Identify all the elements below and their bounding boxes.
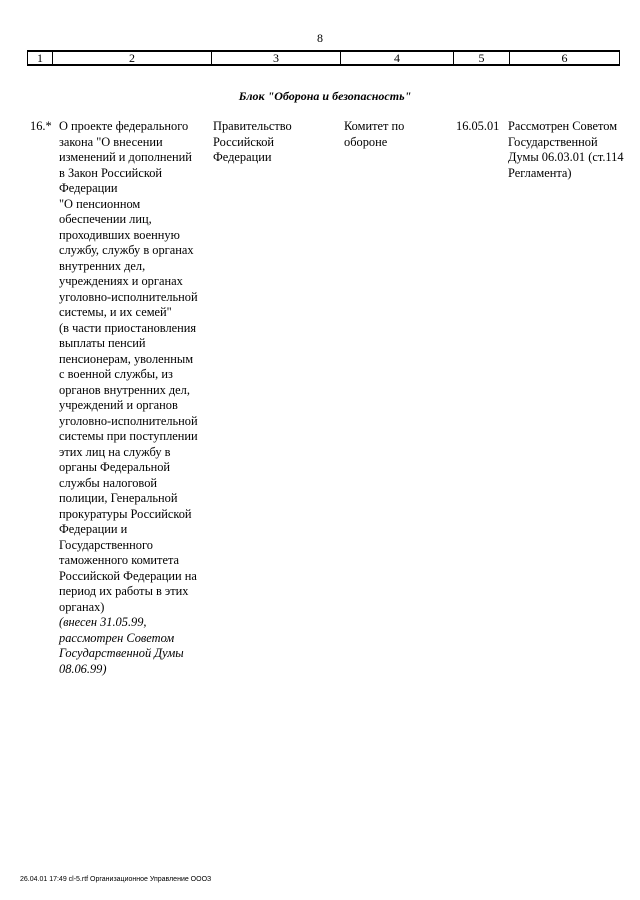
description-line: с военной службы, из [59, 367, 173, 381]
description-line: службы налоговой [59, 475, 158, 490]
entry-status: Рассмотрен Советом Государственной Думы 06.03.01 (ст.114 Регламента) [508, 119, 624, 180]
column-number-5: 5 [454, 51, 510, 65]
description-line: Федерации и [59, 522, 128, 536]
entry-committee: Комитет по обороне [344, 119, 405, 149]
description-line: этих лиц на службу в [59, 444, 171, 459]
description-line: системы при поступлении [59, 429, 198, 443]
note-line: Государственной Думы [59, 646, 184, 660]
description-line: выплаты пенсий [59, 336, 146, 350]
description-line: уголовно-исполнительной [59, 289, 198, 304]
note-line: (внесен 31.05.99, [59, 615, 147, 629]
description-line: Российской Федерации на [59, 568, 197, 583]
entry-number: 16.* [30, 119, 52, 133]
description-line: системы, и их семей" [59, 305, 172, 319]
column-number-4: 4 [341, 51, 454, 65]
block-title: Блок "Оборона и безопасность" [238, 89, 412, 103]
description-line: проходивших военную [59, 227, 180, 242]
description-line: уголовно-исполнительной [59, 413, 198, 428]
description-line: учреждений и органов [59, 398, 178, 412]
description-line: О проекте федерального [59, 119, 189, 133]
entry-initiator: Правительство Российской Федерации [213, 119, 292, 164]
entry-date: 16.05.01 [456, 119, 500, 133]
note-line: 08.06.99) [59, 661, 107, 676]
description-line: закона "О внесении [59, 134, 163, 149]
description-line: прокуратуры Российской [59, 506, 192, 521]
description-line: таможенного комитета [59, 553, 180, 567]
description-line: внутренних дел, [59, 258, 146, 273]
description-line: службу, службу в органах [59, 243, 194, 257]
description-line: Федерации [59, 181, 118, 195]
description-line: период их работы в этих [59, 584, 189, 598]
description-line: учреждениях и органах [59, 274, 183, 288]
description-text [59, 119, 211, 615]
column-number-3: 3 [212, 51, 341, 65]
column-number-1: 1 [28, 51, 53, 65]
description-line: обеспечении лиц, [59, 212, 152, 226]
column-number-2: 2 [53, 51, 212, 65]
description-line: органы Федеральной [59, 460, 171, 474]
column-number-6: 6 [510, 51, 620, 65]
description-line: полиции, Генеральной [59, 491, 178, 505]
description-line: изменений и дополнений [59, 150, 192, 164]
description-line: Государственного [59, 537, 153, 552]
footer-print-info: 26.04.01 17:49 cl-5.rtf Организационное Управление ОООЗ [20, 876, 212, 883]
description-line: (в части приостановления [59, 320, 197, 335]
description-line: пенсионерам, уволенным [59, 351, 194, 366]
submission-note [59, 615, 211, 677]
column-number-header [27, 50, 620, 66]
description-line: органов внутренних дел, [59, 382, 190, 397]
description-line: "О пенсионном [59, 196, 141, 211]
description-line: в Закон Российской [59, 165, 163, 180]
note-line: рассмотрен Советом [59, 630, 175, 645]
description-line: органах) [59, 599, 105, 614]
entry-description [59, 119, 211, 677]
page-number: 8 [317, 31, 323, 45]
